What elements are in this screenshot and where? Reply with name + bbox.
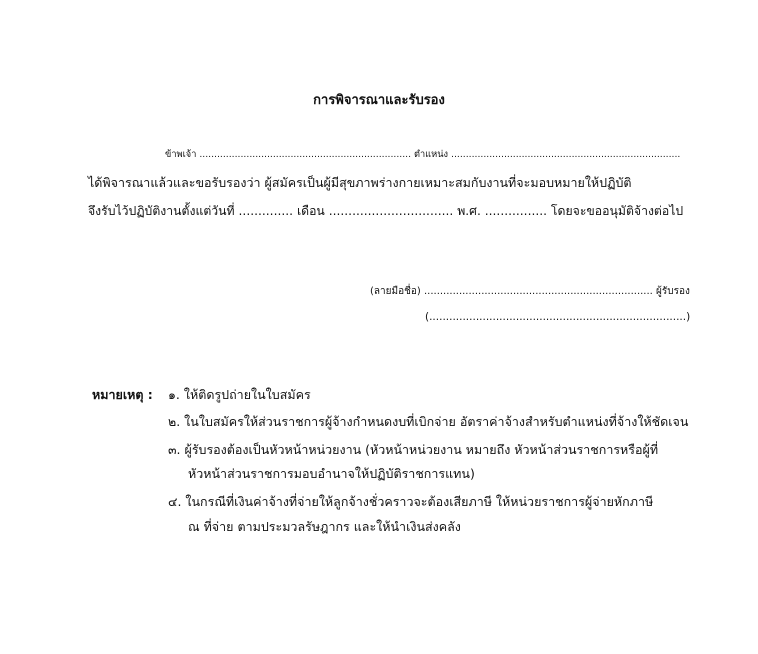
remark-item-4-continuation: ณ ที่จ่าย ตามประมวลรัษฎากร และให้นำเงินส่งคลัง — [188, 519, 461, 534]
signature-line: (ลายมือชื่อ) ........................................................................ ผู้รับรอง — [370, 286, 690, 297]
declaration-line-1: ข้าพเจ้า ........................................................................ ตำแหน่ง .............................................................................. — [165, 149, 681, 160]
remark-item-1: ๑. ให้ติดรูปถ่ายในใบสมัคร — [168, 387, 311, 402]
remark-item-3-continuation: หัวหน้าส่วนราชการมอบอำนาจให้ปฏิบัติราชการแทน) — [188, 466, 475, 481]
remark-item-4: ๔. ในกรณีที่เงินค่าจ้างที่จ่ายให้ลูกจ้างชั่วคราวจะต้องเสียภาษี ให้หน่วยราชการผู้จ่ายหักภาษี — [168, 494, 654, 509]
remarks-label: หมายเหตุ : — [92, 387, 153, 402]
signer-name-line: (.............................................................................) — [425, 311, 691, 323]
declaration-line-3: จึงรับไว้ปฏิบัติงานตั้งแต่วันที่ .............. เดือน ................................ พ.ศ. ................ โดยจะขออนุมัติจ้างต่อไป — [88, 204, 684, 218]
remark-item-2: ๒. ในใบสมัครให้ส่วนราชการผู้จ้างกำหนดงบที่เบิกจ่าย อัตราค่าจ้างสำหรับตำแหน่งที่จ้างให้ชัดเจน — [168, 414, 689, 429]
declaration-line-2: ได้พิจารณาแล้วและขอรับรองว่า ผู้สมัครเป็นผู้มีสุขภาพร่างกายเหมาะสมกับงานที่จะมอบหมายให้ปฏิบัติ — [88, 175, 632, 190]
remark-item-3: ๓. ผู้รับรองต้องเป็นหัวหน้าหน่วยงาน (หัวหน้าหน่วยงาน หมายถึง หัวหน้าส่วนราชการหรือผู้ที่ — [168, 442, 659, 457]
document-title: การพิจารณาและรับรอง — [313, 93, 445, 108]
